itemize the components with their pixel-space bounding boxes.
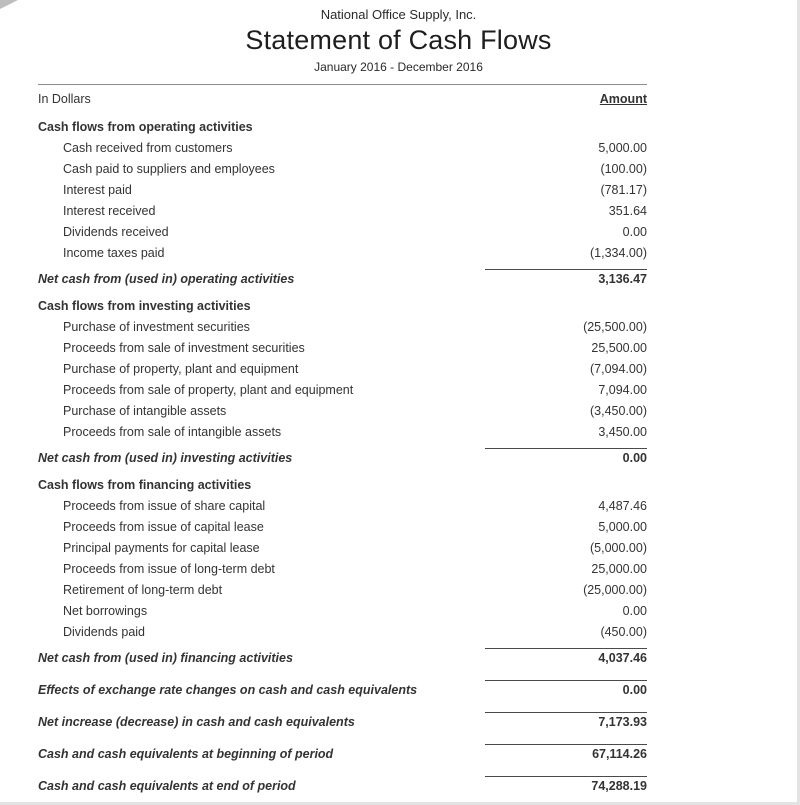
line-item-label: Proceeds from sale of intangible assets bbox=[63, 425, 282, 439]
line-item-label: Interest paid bbox=[63, 183, 132, 197]
line-item bbox=[38, 359, 647, 380]
line-item-amount: 25,500.00 bbox=[591, 341, 647, 355]
subtotal-amount: 0.00 bbox=[485, 448, 647, 466]
line-item-amount: (1,334.00) bbox=[590, 246, 647, 260]
line-item bbox=[38, 317, 647, 338]
subtotal-label: Net cash from (used in) investing activities bbox=[38, 451, 293, 465]
line-item-label: Purchase of investment securities bbox=[63, 320, 250, 334]
line-item-amount: (781.17) bbox=[600, 183, 647, 197]
line-item-label: Purchase of intangible assets bbox=[63, 404, 227, 418]
page-corner-mark bbox=[0, 0, 18, 9]
line-item bbox=[38, 422, 647, 443]
line-item-label: Dividends paid bbox=[63, 625, 145, 639]
report-period: January 2016 - December 2016 bbox=[314, 60, 483, 74]
subtotal-row-operating bbox=[38, 266, 647, 290]
column-header-row bbox=[38, 84, 647, 111]
summary-label: Cash and cash equivalents at end of period bbox=[38, 779, 296, 793]
line-item bbox=[38, 222, 647, 243]
line-item bbox=[38, 538, 647, 559]
column-header-in-dollars: In Dollars bbox=[38, 92, 91, 106]
line-item-amount: 4,487.46 bbox=[598, 499, 647, 513]
subtotal-label: Net cash from (used in) operating activities bbox=[38, 272, 295, 286]
line-item-label: Proceeds from issue of share capital bbox=[63, 499, 266, 513]
subtotal-label: Net cash from (used in) financing activities bbox=[38, 651, 293, 665]
line-item-amount: (25,000.00) bbox=[583, 583, 647, 597]
section-heading-operating bbox=[38, 111, 647, 138]
summary-label: Effects of exchange rate changes on cash and cash equivalents bbox=[38, 683, 418, 697]
line-item bbox=[38, 138, 647, 159]
line-item-label: Proceeds from issue of long-term debt bbox=[63, 562, 275, 576]
line-item-amount: 25,000.00 bbox=[591, 562, 647, 576]
line-item bbox=[38, 601, 647, 622]
line-item-label: Dividends received bbox=[63, 225, 169, 239]
summary-row-exchange-effects bbox=[38, 677, 647, 701]
summary-label: Net increase (decrease) in cash and cash equivalents bbox=[38, 715, 355, 729]
company-name: National Office Supply, Inc. bbox=[320, 7, 477, 22]
line-item bbox=[38, 243, 647, 264]
line-item-amount: (5,000.00) bbox=[590, 541, 647, 555]
line-item-label: Cash paid to suppliers and employees bbox=[63, 162, 275, 176]
line-item-label: Purchase of property, plant and equipment bbox=[63, 362, 299, 376]
line-item-amount: (3,450.00) bbox=[590, 404, 647, 418]
column-header-amount: Amount bbox=[599, 92, 647, 106]
report-title: Statement of Cash Flows bbox=[245, 25, 552, 55]
line-item bbox=[38, 201, 647, 222]
subtotal-row-investing bbox=[38, 445, 647, 469]
summary-label: Cash and cash equivalents at beginning of period bbox=[38, 747, 334, 761]
line-item-label: Retirement of long-term debt bbox=[63, 583, 223, 597]
section-heading-label: Cash flows from investing activities bbox=[38, 299, 251, 313]
subtotal-amount: 3,136.47 bbox=[485, 269, 647, 287]
section-heading-label: Cash flows from financing activities bbox=[38, 478, 252, 492]
line-item bbox=[38, 338, 647, 359]
line-item-label: Proceeds from sale of investment securities bbox=[63, 341, 305, 355]
subtotal-amount: 4,037.46 bbox=[485, 648, 647, 666]
line-item-amount: 5,000.00 bbox=[598, 141, 647, 155]
line-item bbox=[38, 559, 647, 580]
document-header bbox=[0, 0, 797, 74]
summary-row-beginning-cash bbox=[38, 741, 647, 765]
line-item-label: Income taxes paid bbox=[63, 246, 165, 260]
line-item-amount: 5,000.00 bbox=[598, 520, 647, 534]
closing-rule bbox=[38, 802, 647, 803]
line-item-label: Proceeds from issue of capital lease bbox=[63, 520, 264, 534]
line-item-amount: (25,500.00) bbox=[583, 320, 647, 334]
line-item-amount: 351.64 bbox=[608, 204, 647, 218]
line-item-amount: 3,450.00 bbox=[598, 425, 647, 439]
line-item-amount: (7,094.00) bbox=[590, 362, 647, 376]
line-item bbox=[38, 622, 647, 643]
line-item-label: Net borrowings bbox=[63, 604, 148, 618]
line-item bbox=[38, 580, 647, 601]
line-item-label: Cash received from customers bbox=[63, 141, 233, 155]
line-item-label: Principal payments for capital lease bbox=[63, 541, 260, 555]
line-item-amount: (450.00) bbox=[600, 625, 647, 639]
line-item bbox=[38, 496, 647, 517]
line-item-label: Proceeds from sale of property, plant and equipment bbox=[63, 383, 354, 397]
section-heading-label: Cash flows from operating activities bbox=[38, 120, 253, 134]
line-item-amount: (100.00) bbox=[600, 162, 647, 176]
report-body bbox=[38, 84, 647, 803]
line-item bbox=[38, 180, 647, 201]
summary-row-net-increase bbox=[38, 709, 647, 733]
line-item bbox=[38, 401, 647, 422]
section-heading-financing bbox=[38, 469, 647, 496]
summary-amount: 74,288.19 bbox=[485, 776, 647, 794]
subtotal-row-financing bbox=[38, 645, 647, 669]
line-item bbox=[38, 159, 647, 180]
summary-row-ending-cash bbox=[38, 773, 647, 797]
line-item bbox=[38, 380, 647, 401]
line-item-amount: 0.00 bbox=[622, 225, 647, 239]
line-item-amount: 0.00 bbox=[622, 604, 647, 618]
line-item bbox=[38, 517, 647, 538]
line-item-amount: 7,094.00 bbox=[598, 383, 647, 397]
summary-amount: 67,114.26 bbox=[485, 744, 647, 762]
section-heading-investing bbox=[38, 290, 647, 317]
summary-amount: 0.00 bbox=[485, 680, 647, 698]
summary-amount: 7,173.93 bbox=[485, 712, 647, 730]
line-item-label: Interest received bbox=[63, 204, 156, 218]
